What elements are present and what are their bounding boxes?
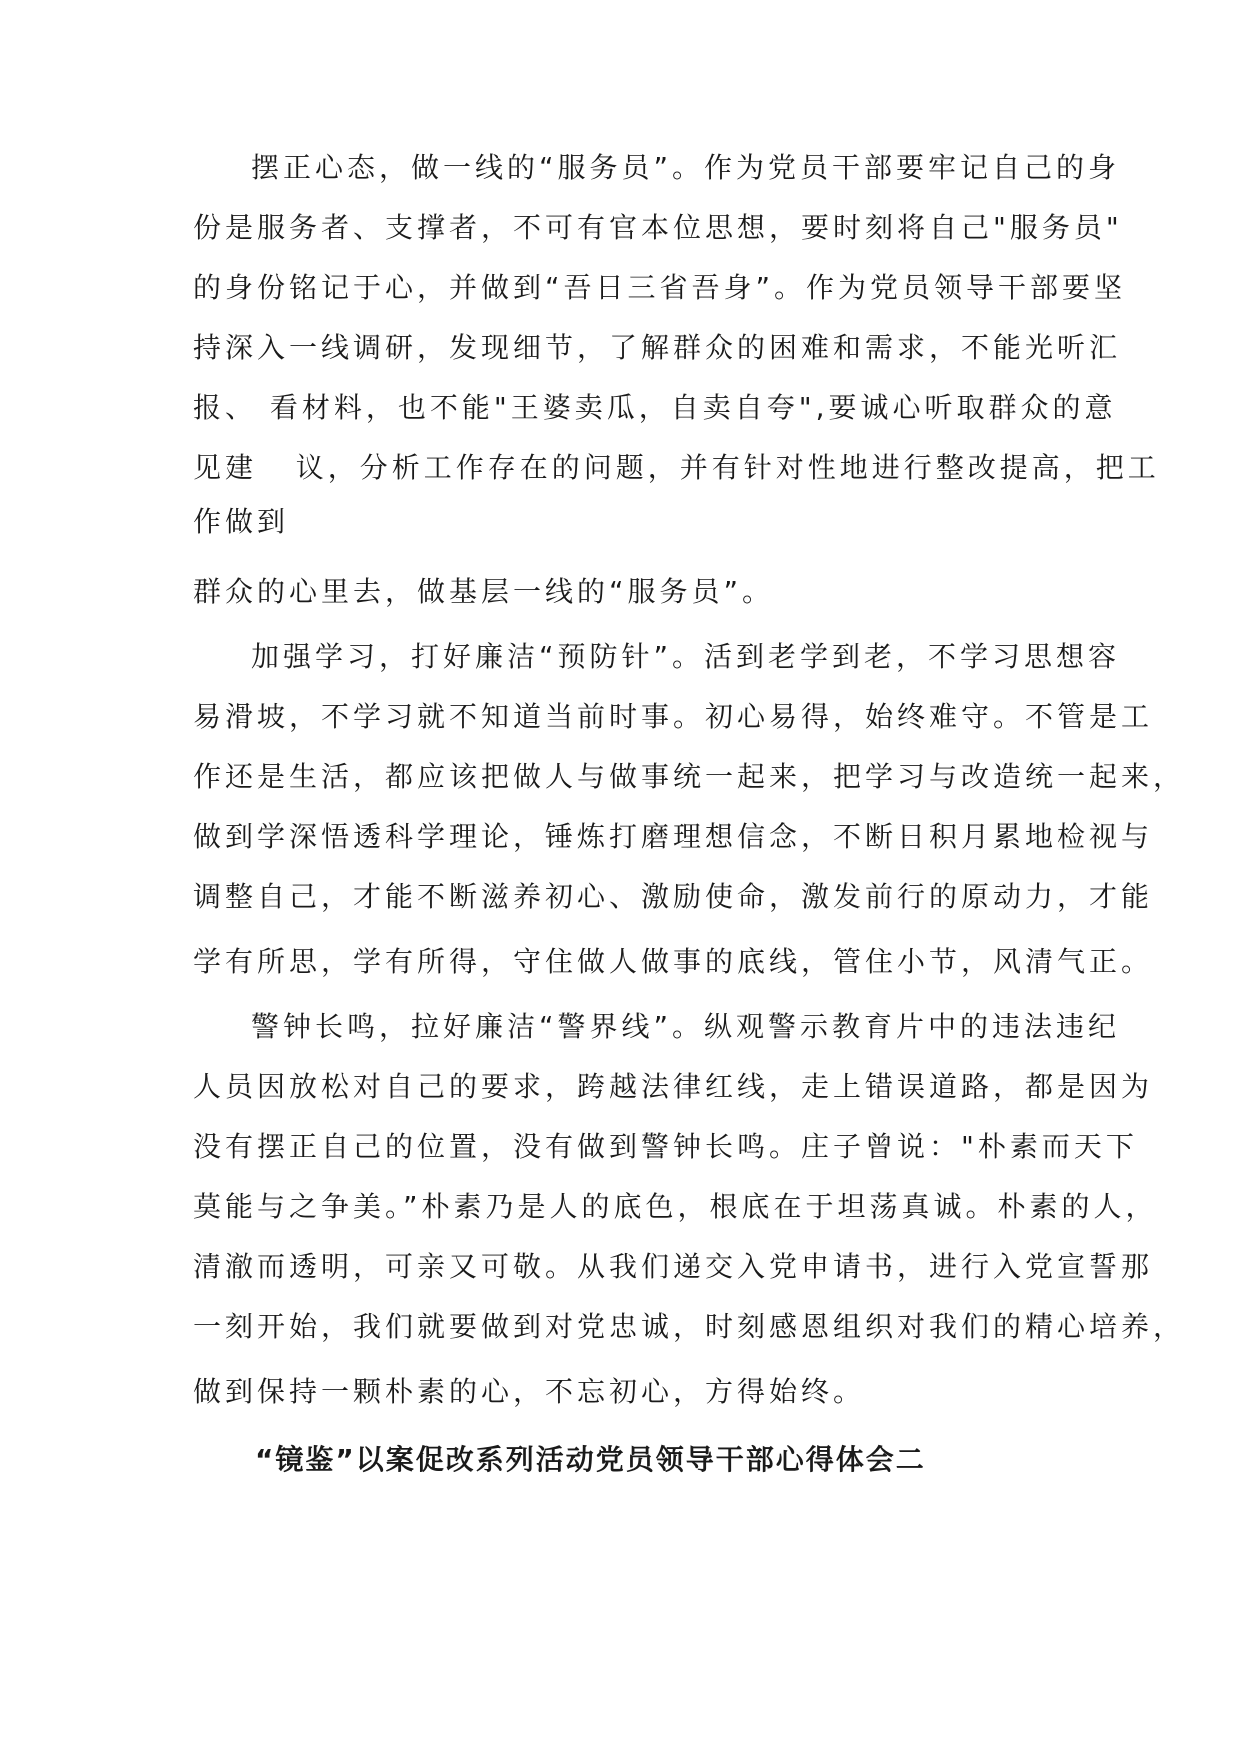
paragraph-2-line-6: 学有所思，学有所得，守住做人做事的底线，管住小节，风清气正。 — [193, 945, 1154, 978]
paragraph-2-line-4: 做到学深悟透科学理论，锤炼打磨理想信念，不断日积月累地检视与 — [193, 820, 1154, 853]
paragraph-1-line-7: 作做到 — [193, 505, 290, 538]
paragraph-2-line-3: 作还是生活，都应该把做人与做事统一起来，把学习与改造统一起来， — [193, 760, 1186, 793]
paragraph-3-line-3: 没有摆正自己的位置，没有做到警钟长鸣。庄子曾说："朴素而天下 — [193, 1130, 1138, 1163]
paragraph-1-line-3: 的身份铭记于心，并做到“吾日三省吾身”。作为党员领导干部要坚 — [193, 271, 1127, 304]
paragraph-1-line-5: 报、 看材料，也不能"王婆卖瓜，自卖自夸",要诚心听取群众的意 — [193, 391, 1117, 424]
paragraph-3-line-4: 莫能与之争美。”朴素乃是人的底色，根底在于坦荡真诚。朴素的人， — [193, 1190, 1158, 1223]
paragraph-2-line-5: 调整自己，才能不断滋养初心、激励使命，激发前行的原动力，才能 — [193, 880, 1154, 913]
section-heading: “镜鉴”以案促改系列活动党员领导干部心得体会二 — [255, 1443, 926, 1476]
paragraph-3-line-2: 人员因放松对自己的要求，跨越法律红线，走上错误道路，都是因为 — [193, 1070, 1154, 1103]
paragraph-3-line-6: 一刻开始，我们就要做到对党忠诚，时刻感恩组织对我们的精心培养， — [193, 1310, 1186, 1343]
paragraph-1-line-1: 摆正心态，做一线的“服务员”。作为党员干部要牢记自己的身 — [251, 151, 1121, 184]
paragraph-1-line-8: 群众的心里去，做基层一线的“服务员”。 — [193, 575, 775, 608]
paragraph-1-line-2: 份是服务者、支撑者，不可有官本位思想，要时刻将自己"服务员" — [193, 211, 1123, 244]
paragraph-2-line-1: 加强学习，打好廉洁“预防针”。活到老学到老，不学习思想容 — [251, 640, 1121, 673]
paragraph-1-line-6: 见建 议，分析工作存在的问题，并有针对性地进行整改提高，把工 — [193, 451, 1160, 484]
paragraph-3-line-7: 做到保持一颗朴素的心，不忘初心，方得始终。 — [193, 1375, 866, 1408]
paragraph-2-line-2: 易滑坡，不学习就不知道当前时事。初心易得，始终难守。不管是工 — [193, 700, 1154, 733]
paragraph-3-line-5: 清澈而透明，可亲又可敬。从我们递交入党申请书，进行入党宣誓那 — [193, 1250, 1154, 1283]
paragraph-1-line-4: 持深入一线调研，发现细节，了解群众的困难和需求，不能光听汇 — [193, 331, 1122, 364]
paragraph-3-line-1: 警钟长鸣，拉好廉洁“警界线”。纵观警示教育片中的违法违纪 — [251, 1010, 1121, 1043]
